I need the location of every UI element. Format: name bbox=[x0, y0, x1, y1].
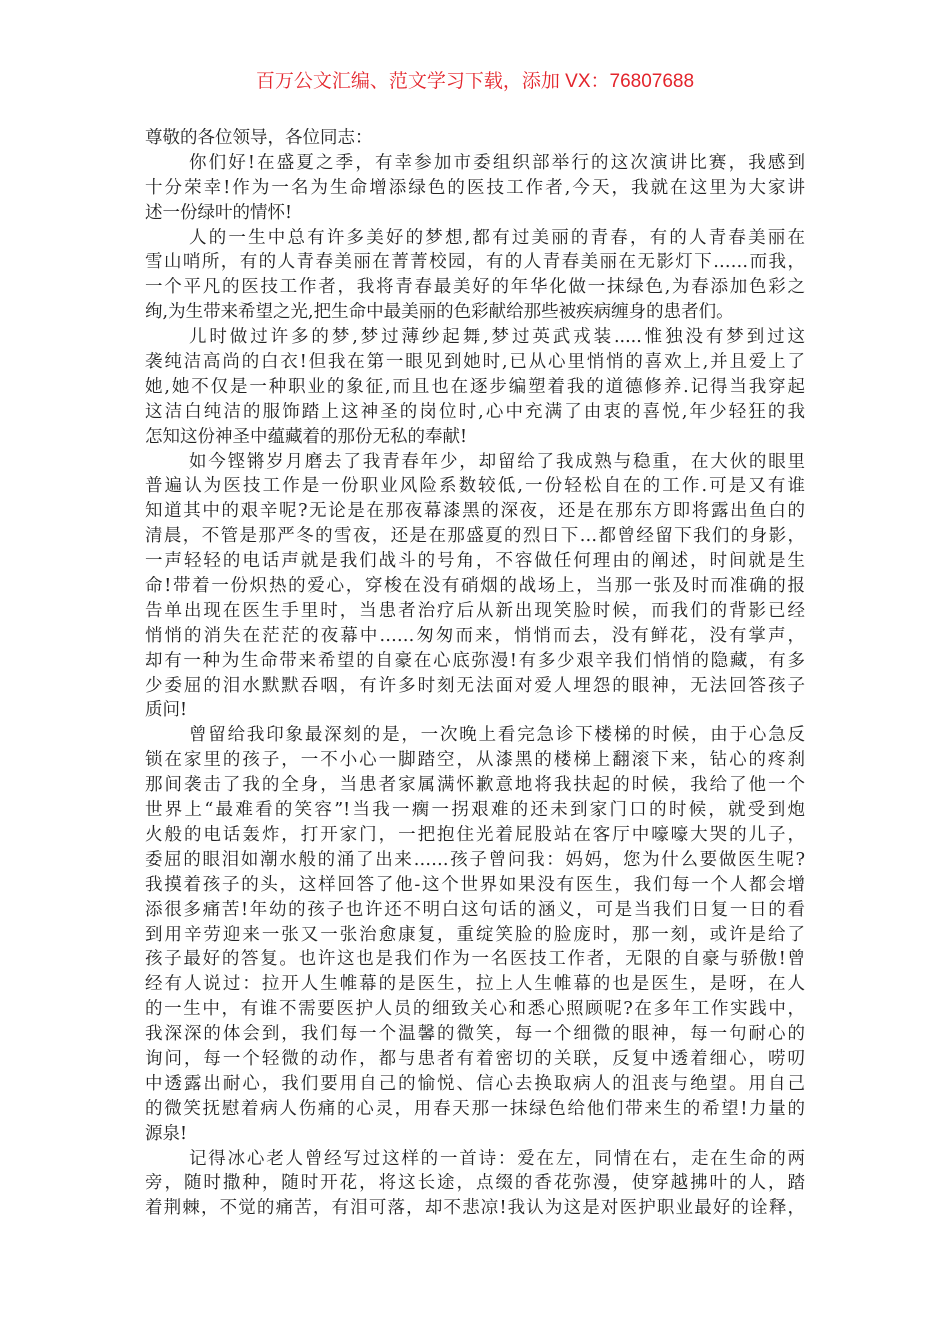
text-line: 委屈的眼泪如潮水般的涌了出来……孩子曾问我：妈妈，您为什么要做医生呢? bbox=[145, 849, 805, 870]
text-line: 火般的电话轰炸，打开家门，一把抱住光着屁股站在客厅中嚎嚎大哭的儿子， bbox=[145, 824, 805, 845]
text-line: 世界上“最难看的笑容”!当我一瘸一拐艰难的还未到家门口的时候，就受到炮 bbox=[145, 800, 805, 821]
paragraph bbox=[145, 226, 805, 326]
text-line: 知道其中的艰辛呢?无论是在那夜幕漆黑的深夜，还是在那东方即将露出鱼白的 bbox=[145, 501, 805, 522]
text-line: 旁，随时撒种，随时开花，将这长途，点缀的香花弥漫，使穿越拂叶的人，踏 bbox=[145, 1173, 805, 1194]
download-banner: 百万公文汇编、范文学习下载，添加 VX：76807688 bbox=[255, 71, 695, 92]
text-line: 质问! bbox=[145, 700, 188, 721]
text-line: 孩子最好的答复。也许这也是我们作为一名医技工作者，无限的自豪与骄傲!曾 bbox=[145, 949, 805, 970]
text-line: 却有一种为生命带来希望的自豪在心底弥漫!有多少艰辛我们悄悄的隐藏，有多 bbox=[145, 650, 805, 671]
text-line: 命!带着一份炽热的爱心，穿梭在没有硝烟的战场上，当那一张及时而准确的报 bbox=[145, 576, 805, 597]
text-line: 儿时做过许多的梦,梦过薄纱起舞,梦过英武戎装.....惟独没有梦到过这 bbox=[189, 327, 805, 348]
text-line: 清晨，不管是那严冬的雪夜，还是在那盛夏的烈日下…都曾经留下我们的身影， bbox=[145, 526, 805, 547]
text-line: 悄悄的消失在茫茫的夜幕中……匆匆而来，悄悄而去，没有鲜花，没有掌声， bbox=[145, 625, 805, 646]
text-line: 人的一生中总有许多美好的梦想,都有过美丽的青春，有的人青春美丽在 bbox=[189, 227, 805, 248]
text-line: 曾留给我印象最深刻的是，一次晚上看完急诊下楼梯的时候，由于心急反 bbox=[189, 725, 805, 746]
text-line: 记得冰心老人曾经写过这样的一首诗：爱在左，同情在右，走在生命的两 bbox=[189, 1148, 805, 1169]
text-line: 源泉! bbox=[145, 1123, 188, 1144]
text-line: 告单出现在医生手里时，当患者治疗后从新出现笑脸时候，而我们的背影已经 bbox=[145, 600, 805, 621]
text-line: 绚,为生带来希望之光,把生命中最美丽的色彩献给那些被疾病缠身的患者们。 bbox=[145, 302, 734, 323]
text-line: 锁在家里的孩子，一不小心一脚踏空，从漆黑的楼梯上翻滚下来，钻心的疼刹 bbox=[145, 750, 805, 771]
paragraph bbox=[145, 1147, 805, 1222]
text-line: 述一份绿叶的情怀! bbox=[145, 202, 293, 223]
paragraph bbox=[145, 151, 805, 226]
text-line: 经有人说过：拉开人生帷幕的是医生，拉上人生帷幕的也是医生，是呀，在人 bbox=[145, 974, 805, 995]
text-line: 十分荣幸!作为一名为生命增添绿色的医技工作者,今天，我就在这里为大家讲 bbox=[145, 177, 805, 198]
text-line: 的微笑抚慰着病人伤痛的心灵，用春天那一抹绿色给他们带来生的希望!力量的 bbox=[145, 1098, 805, 1119]
text-line: 的一生中，有谁不需要医护人员的细致关心和悉心照顾呢?在多年工作实践中， bbox=[145, 999, 805, 1020]
text-line: 询问，每一个轻微的动作，都与患者有着密切的关联，反复中透着细心，唠叨 bbox=[145, 1048, 805, 1069]
text-line: 到用辛劳迎来一张又一张治愈康复，重绽笑脸的脸庞时，那一刻，或许是给了 bbox=[145, 924, 805, 945]
document-body bbox=[145, 126, 805, 1221]
text-line: 你们好!在盛夏之季，有幸参加市委组织部举行的这次演讲比赛，我感到 bbox=[189, 152, 805, 173]
paragraph bbox=[145, 723, 805, 1146]
text-line: 袭纯洁高尚的白衣!但我在第一眼见到她时,已从心里悄悄的喜欢上,并且爱上了 bbox=[145, 352, 805, 373]
text-line: 少委屈的泪水默默吞咽，有许多时刻无法面对爱人埋怨的眼神，无法回答孩子 bbox=[145, 675, 805, 696]
text-line: 普遍认为医技工作是一份职业风险系数较低,一份轻松自在的工作.可是又有谁 bbox=[145, 476, 805, 497]
text-line: 我深深的体会到，我们每一个温馨的微笑，每一个细微的眼神，每一句耐心的 bbox=[145, 1024, 805, 1045]
text-line: 尊敬的各位领导，各位同志： bbox=[145, 128, 373, 148]
text-line: 一个平凡的医技工作者，我将青春最美好的年华化做一抹绿色,为春添加色彩之 bbox=[145, 277, 805, 298]
paragraph bbox=[145, 325, 805, 449]
text-line: 中透露出耐心，我们要用自己的愉悦、信心去换取病人的沮丧与绝望。用自己 bbox=[145, 1073, 805, 1094]
text-line: 她,她不仅是一种职业的象征,而且也在逐步编塑着我的道德修养.记得当我穿起 bbox=[145, 376, 805, 397]
text-line: 如今铿锵岁月磨去了我青春年少，却留给了我成熟与稳重，在大伙的眼里 bbox=[189, 451, 805, 472]
text-line: 添很多痛苦!年幼的孩子也许还不明白这句话的涵义，可是当我们日复一日的看 bbox=[145, 899, 805, 920]
text-line: 雪山哨所，有的人青春美丽在菁菁校园，有的人青春美丽在无影灯下……而我， bbox=[145, 252, 805, 273]
text-line: 那间袭击了我的全身，当患者家属满怀歉意地将我扶起的时候，我给了他一个 bbox=[145, 775, 805, 796]
text-line: 我摸着孩子的头，这样回答了他-这个世界如果没有医生，我们每一个人都会增 bbox=[145, 874, 805, 895]
text-line: 怎知这份神圣中蕴藏着的那份无私的奉献! bbox=[145, 426, 468, 447]
text-line: 着荆棘，不觉的痛苦，有泪可落，却不悲凉!我认为这是对医护职业最好的诠释， bbox=[145, 1198, 805, 1219]
paragraph bbox=[145, 450, 805, 724]
salutation bbox=[145, 126, 805, 151]
text-line: 这洁白纯洁的服饰踏上这神圣的岗位时,心中充满了由衷的喜悦,年少轻狂的我 bbox=[145, 401, 805, 422]
text-line: 一声轻轻的电话声就是我们战斗的号角，不容做任何理由的阐述，时间就是生 bbox=[145, 551, 805, 572]
